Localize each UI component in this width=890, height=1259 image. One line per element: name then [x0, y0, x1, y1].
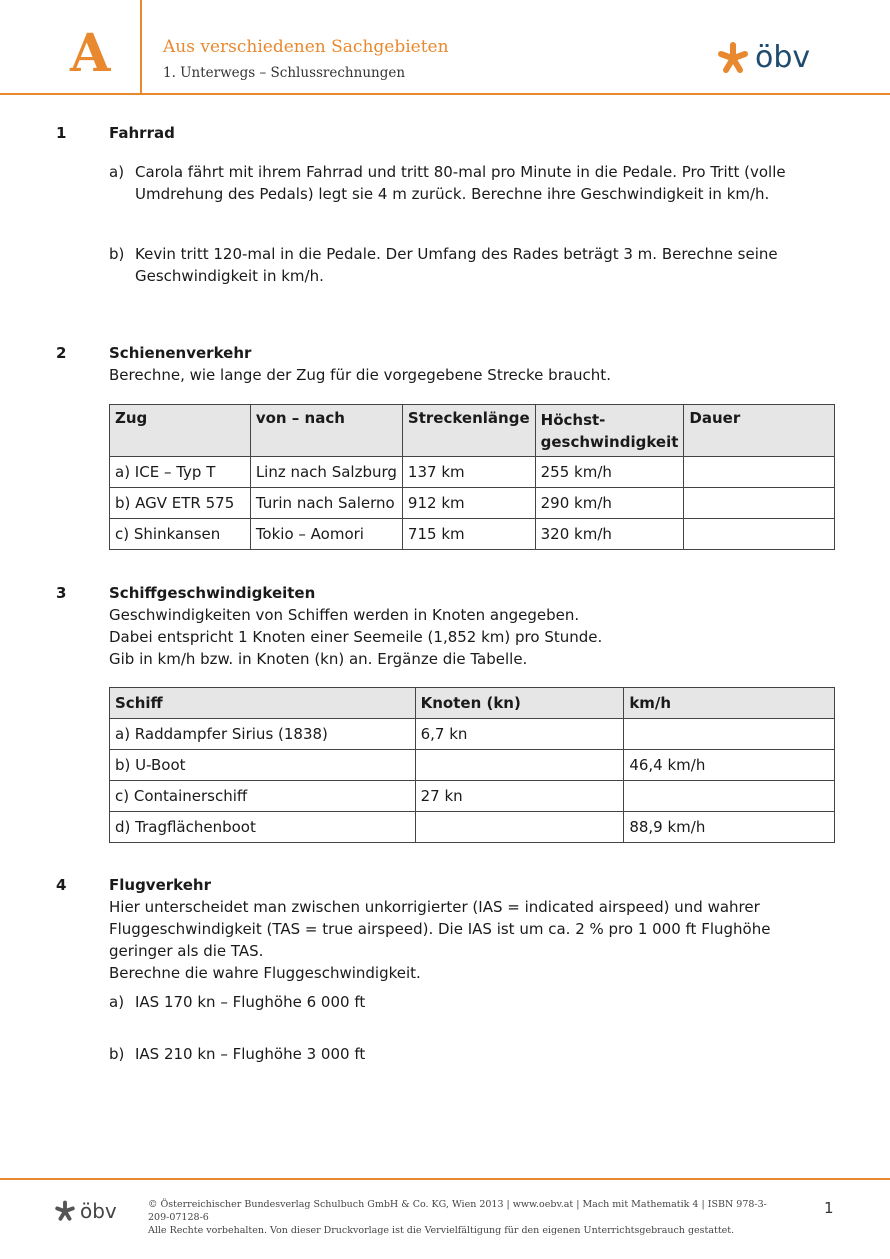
header-line: Höchst-: [540, 411, 606, 429]
page-number: 1: [824, 1199, 834, 1217]
table-cell: a) Raddampfer Sirius (1838): [110, 719, 416, 750]
task-1a-text: Carola fährt mit ihrem Fahrrad und tritt 80-mal pro Minute in die Pedale. Pro Tritt (volle Umdrehung des Pedals) legt sie 4 m zurück. Berechne ihre Geschwindigkeit in km/h.: [135, 163, 786, 203]
table-cell: 715 km: [402, 519, 535, 550]
table-cell: 912 km: [402, 488, 535, 519]
table-cell: b) U-Boot: [110, 750, 416, 781]
publisher-logo: [716, 40, 810, 75]
task-4b: [109, 1043, 834, 1065]
table-header-row: [110, 688, 835, 719]
table-header-cell: Knoten (kn): [415, 688, 624, 719]
table-row: [110, 519, 835, 550]
table-cell: b) AGV ETR 575: [110, 488, 251, 519]
chapter-letter: A: [70, 23, 111, 84]
table-header-cell: von – nach: [250, 405, 402, 457]
task-1b: [109, 243, 834, 287]
answer-cell[interactable]: [415, 750, 624, 781]
answer-cell[interactable]: [684, 488, 835, 519]
task-2-intro: Berechne, wie lange der Zug für die vorgegebene Strecke braucht.: [109, 366, 611, 384]
task-1a: [109, 161, 834, 205]
task-2-number: 2: [56, 344, 67, 362]
table-header-cell: Schiff: [110, 688, 416, 719]
task-3-number: 3: [56, 584, 67, 602]
task-4-number: 4: [56, 876, 67, 894]
table-row: [110, 781, 835, 812]
table-row: [110, 812, 835, 843]
table-cell: 6,7 kn: [415, 719, 624, 750]
table-cell: Turin nach Salerno: [250, 488, 402, 519]
task-4-title: Flugverkehr: [109, 876, 211, 894]
task-1-title: Fahrrad: [109, 124, 175, 142]
answer-cell[interactable]: [624, 719, 835, 750]
footer-copyright: [148, 1198, 788, 1237]
task-4-instruction: Berechne die wahre Fluggeschwindigkeit.: [109, 964, 421, 982]
table-row: [110, 488, 835, 519]
table-cell: 137 km: [402, 457, 535, 488]
task-4-intro: Hier unterscheidet man zwischen unkorrigierter (IAS = indicated airspeed) und wahrer Fluggeschwindigkeit (TAS = true airspeed). Die IAS ist um ca. 2 % pro 1 000 ft Flughöhe geringer als die TAS.: [109, 898, 771, 960]
table-cell: d) Tragflächenboot: [110, 812, 416, 843]
footer-line-2: Alle Rechte vorbehalten. Von dieser Druckvorlage ist die Vervielfältigung für den eigenen Unterrichtsgebrauch gestattet.: [148, 1225, 735, 1236]
chapter-title: Aus verschiedenen Sachgebieten: [163, 37, 449, 57]
asterisk-logo-icon: [54, 1200, 76, 1222]
task-1b-label: b): [109, 245, 125, 263]
task-4a: [109, 991, 834, 1013]
table-header-cell: km/h: [624, 688, 835, 719]
ship-table: [109, 687, 835, 843]
table-cell: Linz nach Salzburg: [250, 457, 402, 488]
footer-divider: [0, 1178, 890, 1180]
footer-logo-text: öbv: [80, 1199, 117, 1223]
task-4a-label: a): [109, 993, 125, 1011]
task-4b-text: IAS 210 kn – Flughöhe 3 000 ft: [135, 1045, 366, 1063]
table-row: [110, 457, 835, 488]
train-table: [109, 404, 835, 550]
task-3-line-2: Dabei entspricht 1 Knoten einer Seemeile (1,852 km) pro Stunde.: [109, 628, 603, 646]
answer-cell[interactable]: [624, 781, 835, 812]
answer-cell[interactable]: [684, 519, 835, 550]
table-cell: 27 kn: [415, 781, 624, 812]
table-cell: 255 km/h: [535, 457, 684, 488]
table-cell: 88,9 km/h: [624, 812, 835, 843]
task-1-number: 1: [56, 124, 67, 142]
table-cell: 46,4 km/h: [624, 750, 835, 781]
task-1a-label: a): [109, 163, 125, 181]
table-cell: 320 km/h: [535, 519, 684, 550]
table-cell: Tokio – Aomori: [250, 519, 402, 550]
table-cell: c) Containerschiff: [110, 781, 416, 812]
table-header-cell: [535, 405, 684, 457]
table-cell: 290 km/h: [535, 488, 684, 519]
task-2-title: Schienenverkehr: [109, 344, 252, 362]
table-header-cell: Dauer: [684, 405, 835, 457]
task-4a-text: IAS 170 kn – Flughöhe 6 000 ft: [135, 993, 366, 1011]
task-3-line-3: Gib in km/h bzw. in Knoten (kn) an. Ergänze die Tabelle.: [109, 650, 528, 668]
table-row: [110, 750, 835, 781]
task-4b-label: b): [109, 1045, 125, 1063]
answer-cell[interactable]: [415, 812, 624, 843]
header-line: geschwindigkeit: [540, 433, 679, 451]
task-3-title: Schiffgeschwindigkeiten: [109, 584, 316, 602]
table-row: [110, 719, 835, 750]
footer-line-1: © Österreichischer Bundesverlag Schulbuch GmbH & Co. KG, Wien 2013 | www.oebv.at | Mach mit Mathematik 4 | ISBN 978-3-209-07128-6: [148, 1199, 767, 1223]
table-header-row: [110, 405, 835, 457]
chapter-subtitle: 1. Unterwegs – Schlussrechnungen: [163, 65, 406, 81]
footer-logo: [54, 1199, 117, 1223]
logo-text: öbv: [755, 40, 811, 75]
table-header-cell: Zug: [110, 405, 251, 457]
task-1b-text: Kevin tritt 120-mal in die Pedale. Der Umfang des Rades beträgt 3 m. Berechne seine Geschwindigkeit in km/h.: [135, 245, 778, 285]
header-divider-horizontal: [0, 93, 890, 95]
table-cell: c) Shinkansen: [110, 519, 251, 550]
answer-cell[interactable]: [684, 457, 835, 488]
table-cell: a) ICE – Typ T: [110, 457, 251, 488]
table-header-cell: Streckenlänge: [402, 405, 535, 457]
asterisk-logo-icon: [716, 41, 750, 75]
header-divider-vertical: [140, 0, 142, 94]
task-3-line-1: Geschwindigkeiten von Schiffen werden in Knoten angegeben.: [109, 606, 580, 624]
